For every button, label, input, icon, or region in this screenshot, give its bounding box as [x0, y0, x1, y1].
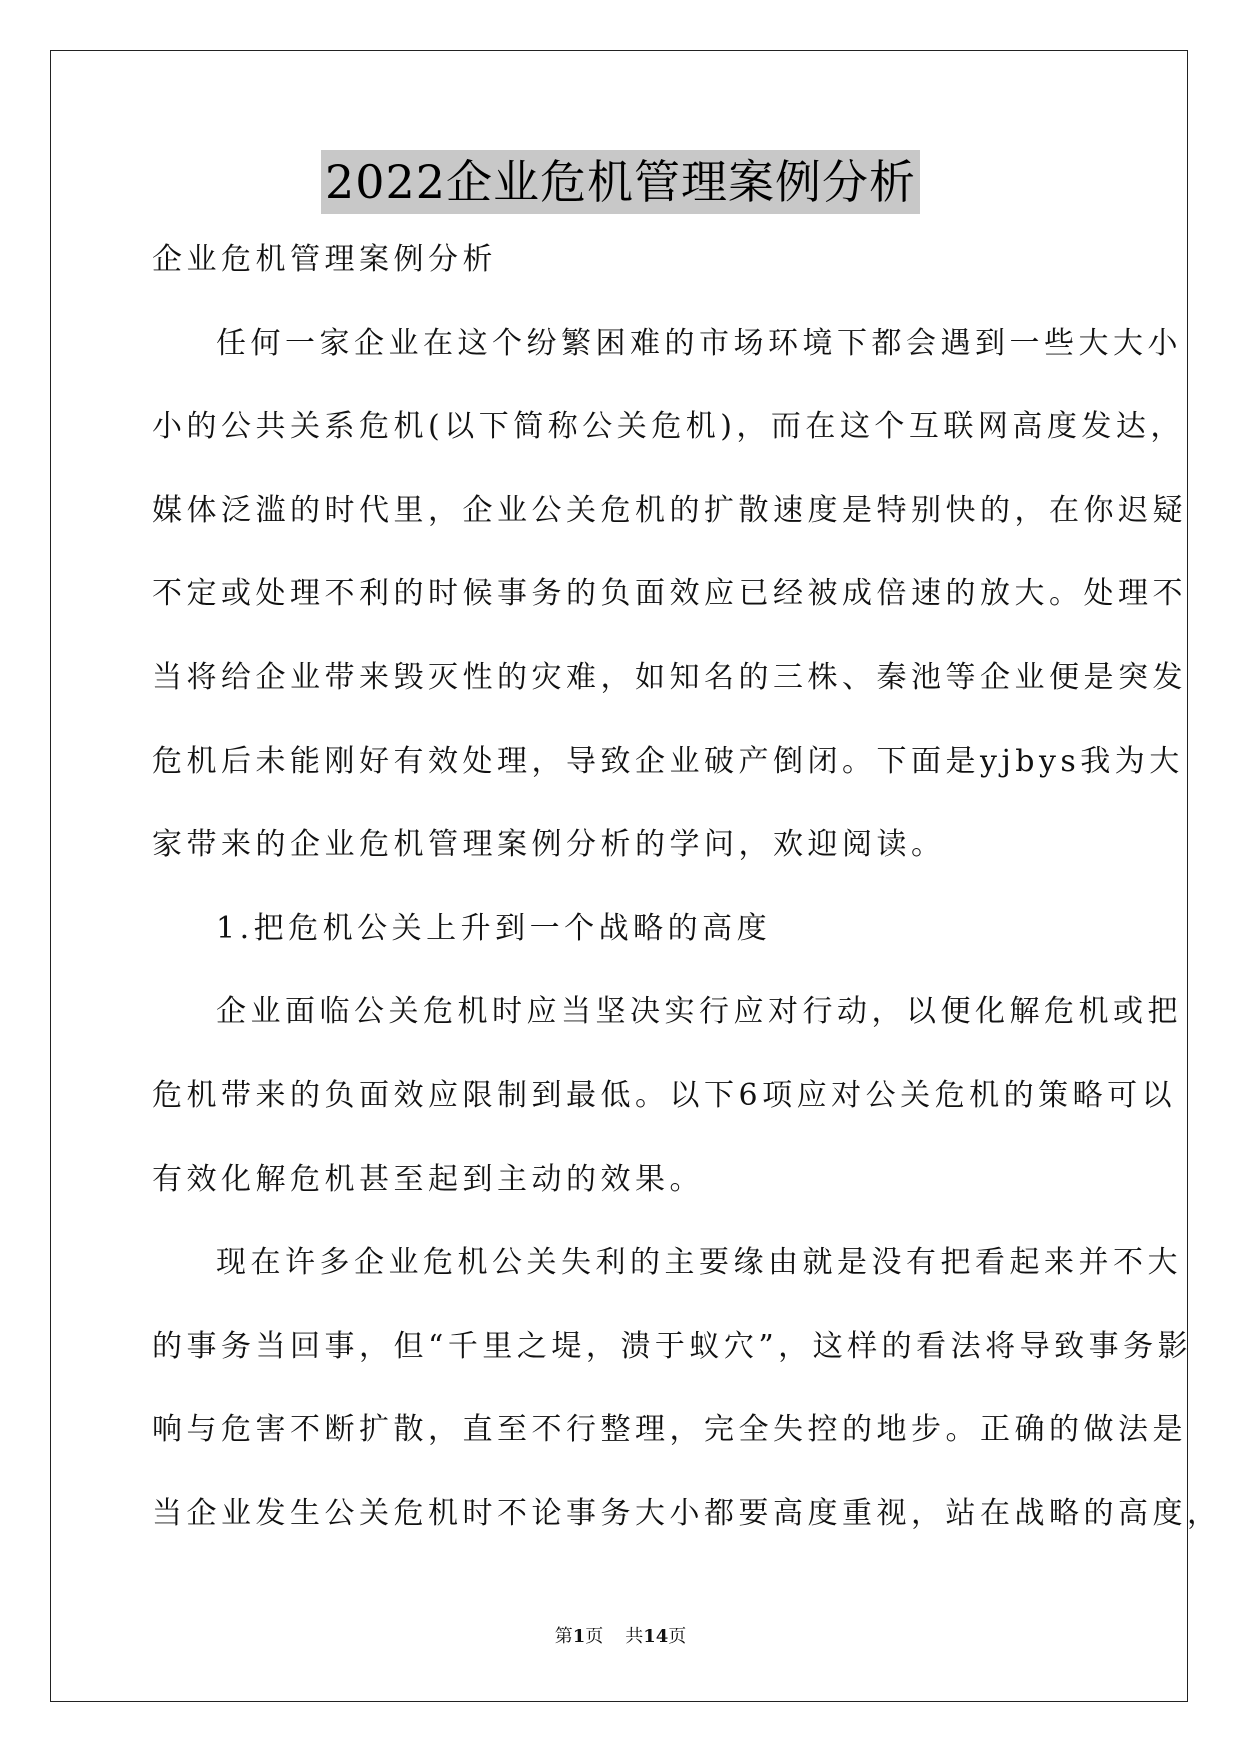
paragraph-line: 不定或处理不利的时候事务的负面效应已经被成倍速的放大。处理不	[152, 576, 1187, 612]
paragraph-line: 有效化解危机甚至起到主动的效果。	[152, 1161, 704, 1197]
section-heading: 1.把危机公关上升到一个战略的高度	[216, 910, 772, 946]
document-body	[152, 230, 1222, 1568]
paragraph-line: 媒体泛滥的时代里，企业公关危机的扩散速度是特别快的，在你迟疑	[152, 492, 1187, 528]
page-footer	[0, 1622, 1241, 1648]
paragraph-line: 任何一家企业在这个纷繁困难的市场环境下都会遇到一些大大小	[216, 325, 1182, 361]
footer-total-prefix: 共	[625, 1626, 644, 1647]
paragraph-line: 响与危害不断扩散，直至不行整理，完全失控的地步。正确的做法是	[152, 1412, 1187, 1448]
paragraph-line: 企业面临公关危机时应当坚决实行应对行动，以便化解危机或把	[216, 994, 1182, 1030]
document-subtitle: 企业危机管理案例分析	[152, 242, 497, 277]
footer-page-suffix: 页	[585, 1626, 604, 1647]
footer-total-suffix: 页	[668, 1626, 687, 1647]
paragraph-line: 小的公共关系危机(以下简称公关危机)，而在这个互联网高度发达，	[152, 409, 1185, 445]
footer-page-total: 14	[643, 1626, 669, 1647]
document-title: 2022企业危机管理案例分析	[321, 150, 920, 214]
footer-page-current: 1	[572, 1626, 586, 1647]
paragraph-line: 现在许多企业危机公关失利的主要缘由就是没有把看起来并不大	[216, 1245, 1182, 1281]
paragraph-line: 当将给企业带来毁灭性的灾难，如知名的三株、秦池等企业便是突发	[152, 659, 1187, 695]
title-container	[0, 150, 1241, 214]
paragraph-line: 的事务当回事，但“千里之堤，溃于蚁穴”，这样的看法将导致事务影	[152, 1328, 1193, 1364]
paragraph-line: 危机带来的负面效应限制到最低。以下6项应对公关危机的策略可以	[152, 1077, 1177, 1113]
paragraph-line: 家带来的企业危机管理案例分析的学问，欢迎阅读。	[152, 827, 946, 863]
paragraph-line: 危机后未能刚好有效处理，导致企业破产倒闭。下面是yjbys我为大	[152, 743, 1184, 779]
footer-page-prefix: 第	[554, 1626, 573, 1647]
paragraph-line: 当企业发生公关危机时不论事务大小都要高度重视，站在战略的高度，	[152, 1495, 1222, 1531]
